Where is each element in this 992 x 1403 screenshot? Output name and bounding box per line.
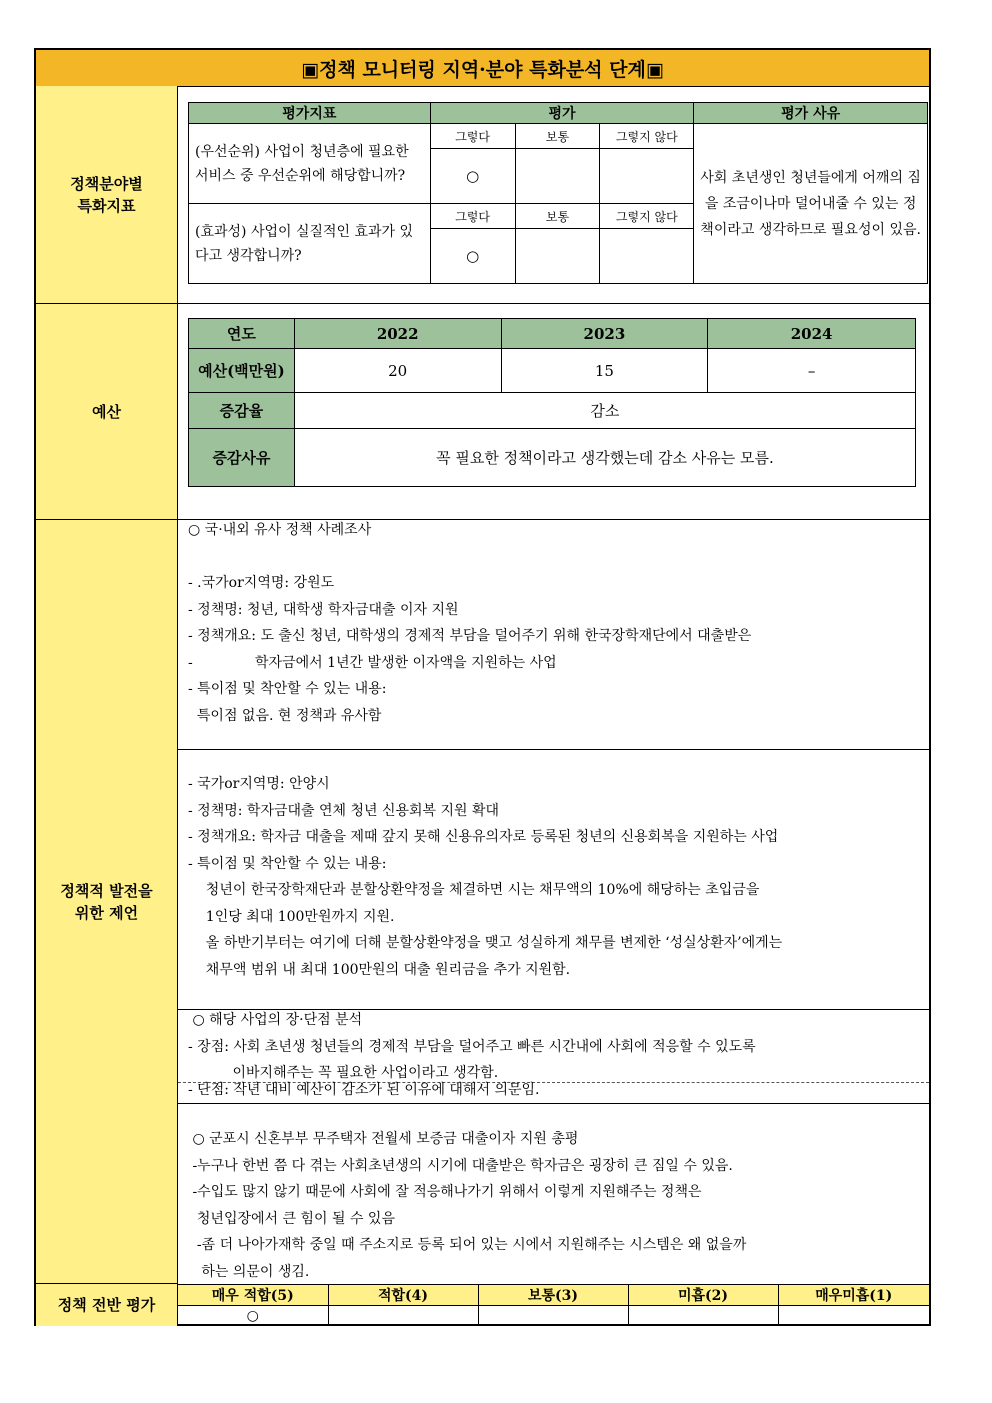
pros-cons-analysis: ○ 해당 사업의 장·단점 분석 - 장점: 사회 초년생 청년들의 경제적 부담을 덜어주고 빠른 시간내에 사회에 적응할 수 있도록 이바지해주는 꼭 필요한 사업이라고 생각함. xyxy=(188,1012,756,1081)
question-priority: (우선순위) 사업이 청년층에 필요한 서비스 중 우선순위에 해당합니까? xyxy=(189,124,431,204)
budget-section xyxy=(178,304,929,520)
year-2023: 2023 xyxy=(501,319,708,349)
mark-priority-normal xyxy=(515,149,600,204)
amount-2024: – xyxy=(708,349,916,393)
mark-priority-no xyxy=(600,149,694,204)
rate-value: 감소 xyxy=(294,393,915,429)
mark-average xyxy=(478,1306,628,1327)
header-evaluation: 평가 xyxy=(430,103,694,124)
label-indicator: 정책분야별 특화지표 xyxy=(36,86,178,304)
amount-2022: 20 xyxy=(294,349,501,393)
header-indicator: 평가지표 xyxy=(189,103,431,124)
mark-very-suitable: ○ xyxy=(246,1308,259,1324)
amount-label: 예산(백만원) xyxy=(189,349,295,393)
overall-table xyxy=(178,1284,929,1326)
cons-text: - 단점: 작년 대비 예산이 감소가 된 이유에 대해서 의문임. xyxy=(188,1082,540,1098)
divider xyxy=(178,1103,929,1104)
overall-review: ○ 군포시 신혼부부 무주택자 전월세 보증금 대출이자 지원 총평 -누구나 한번 쯤 다 겪는 사회초년생의 시기에 대출받은 학자금은 굉장히 큰 짐일 수 있음. -수입도 많지 않기 때문에 사회에 잘 적응해나가기 위해서 이렇게 지원해주는 정책은 청년입장에서 큰 힘이 될 수 있음 -좀 더 나아가재학 중일 때 주소지로 등록 되어 있는 시에서 지원해주는 시스템은 왜 없을까 하는 의문이 생김. xyxy=(192,1131,747,1280)
mark-very-insufficient xyxy=(778,1306,929,1327)
evaluation-reason: 사회 초년생인 청년들에게 어깨의 짐을 조금이나마 덜어내줄 수 있는 정책이라고 생각하므로 필요성이 있음. xyxy=(694,124,928,284)
policy-form xyxy=(34,48,931,1326)
mark-effectiveness-yes: ○ xyxy=(430,229,515,284)
mark-effectiveness-no xyxy=(600,229,694,284)
indicator-table xyxy=(188,102,928,284)
year-label: 연도 xyxy=(189,319,295,349)
option-no: 그렇지 않다 xyxy=(600,204,694,229)
mark-effectiveness-normal xyxy=(515,229,600,284)
mark-suitable xyxy=(328,1306,478,1327)
option-yes: 그렇다 xyxy=(430,204,515,229)
option-normal: 보통 xyxy=(515,124,600,149)
year-2024: 2024 xyxy=(708,319,916,349)
option-very-insufficient: 매우미흡(1) xyxy=(778,1285,929,1306)
rate-label: 증감율 xyxy=(189,393,295,429)
question-effectiveness: (효과성) 사업이 실질적인 효과가 있다고 생각합니까? xyxy=(189,204,431,284)
case-study-gangwon: ○ 국·내외 유사 정책 사례조사 - .국가or지역명: 강원도 - 정책명: 청년, 대학생 학자금대출 이자 지원 - 정책개요: 도 출신 청년, 대학생의 경제적 부담을 덜어주기 위해 한국장학재단에서 대출받은 - 학자금에서 1년간 발생한 이자액을 지원하는 사업 - 특이점 및 착안할 수 있는 내용: 특이점 없음. 현 정책과 유사함 xyxy=(188,522,752,724)
option-no: 그렇지 않다 xyxy=(600,124,694,149)
label-overall: 정책 전반 평가 xyxy=(36,1284,178,1326)
header-reason: 평가 사유 xyxy=(694,103,928,124)
proposal-section xyxy=(178,520,929,1284)
amount-2023: 15 xyxy=(501,349,708,393)
year-2022: 2022 xyxy=(294,319,501,349)
option-normal: 보통 xyxy=(515,204,600,229)
mark-priority-yes: ○ xyxy=(430,149,515,204)
label-proposal: 정책적 발전을 위한 제언 xyxy=(36,520,178,1284)
label-budget: 예산 xyxy=(36,304,178,520)
option-yes: 그렇다 xyxy=(430,124,515,149)
divider xyxy=(178,749,929,750)
case-study-anyang: - 국가or지역명: 안양시 - 정책명: 학자금대출 연체 청년 신용회복 지원 확대 - 정책개요: 학자금 대출을 제때 갚지 못해 신용유의자로 등록된 청년의 신용회복을 지원하는 사업 - 특이점 및 착안할 수 있는 내용: 청년이 한국장학재단과 분할상환약정을 체결하면 시는 채무액의 10%에 해당하는 초입금을 1인당 최대 100만원까지 지원. 올 하반기부터는 여기에 더해 분할상환약정을 맺고 성실하게 채무를 변제한 ‘성실상환자’에게는 채무액 범위 내 최대 100만원의 대출 원리금을 추가 지원함. xyxy=(188,776,783,978)
budget-table xyxy=(188,318,916,487)
page-title: ▣정책 모니터링 지역·분야 특화분석 단계▣ xyxy=(36,50,929,87)
change-reason-label: 증감사유 xyxy=(189,429,295,487)
indicator-section xyxy=(178,86,929,304)
option-average: 보통(3) xyxy=(478,1285,628,1306)
option-very-suitable: 매우 적합(5) xyxy=(178,1285,328,1306)
option-insufficient: 미흡(2) xyxy=(628,1285,778,1306)
option-suitable: 적합(4) xyxy=(328,1285,478,1306)
change-reason-value: 꼭 필요한 정책이라고 생각했는데 감소 사유는 모름. xyxy=(294,429,915,487)
mark-insufficient xyxy=(628,1306,778,1327)
